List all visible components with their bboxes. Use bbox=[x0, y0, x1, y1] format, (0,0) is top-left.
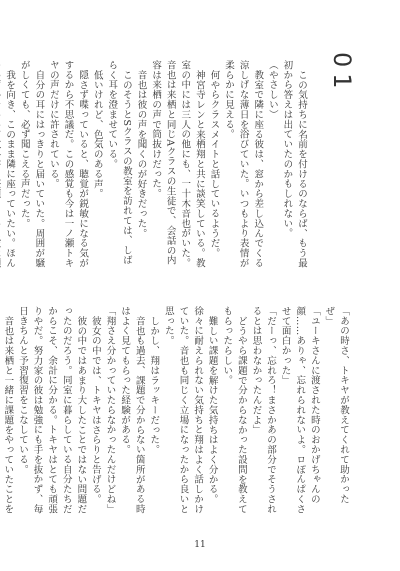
paragraph: 難しい課題を解けた気持ちはよく分かる。徐々に耐えられない気持ちと翔はよく話しかけていた。音也も同じく立場になったから良いと思った。 bbox=[162, 306, 218, 514]
chapter-number: 01 bbox=[328, 52, 356, 95]
lower-text-block bbox=[2, 306, 350, 516]
paragraph: 教室で隣に座る彼は、窓から差し込んでくる涼しげな薄日を浴びていた。いつもより表情が柔らかに見える。 bbox=[223, 60, 264, 268]
paragraph: 神宮寺レンと来栖翔と共に談笑している。教室の中には三人の他にも、一十木音也がいた。音也は来栖と同じAクラスの生徒で、会話の内容は来栖の声で筒抜けだった。 bbox=[150, 60, 205, 268]
paragraph: 低いけれど、色気のある声。 bbox=[91, 69, 103, 199]
paragraph: このそうとSクラスの教室を訪れては、しばらく耳を澄ませている。 bbox=[106, 60, 132, 265]
paragraph: 隠さず喋っていると、聴覚が鋭敏になる気がするから不思議だ。この感覚も今は一ノ瀬トキヤの声だけに許されている。 bbox=[47, 60, 89, 268]
paragraph: 我を向き、このまま隣に座っていたい。ほん bbox=[4, 69, 16, 268]
paragraph: 彼女の中では、トキヤはさらりと告げる。 bbox=[89, 315, 101, 504]
paragraph: どうやら課題で分からなかった設問を教えてもらったらしい。 bbox=[221, 306, 247, 514]
paragraph: 音也も過去、課題で分からない箇所がある時はよく見てもらった経験がある。 bbox=[119, 306, 145, 514]
upper-text-block bbox=[4, 60, 308, 272]
paragraph: 「だーっ、忘れろ！まさかあの部分でそうされるとは思わなかったんだよ」 bbox=[250, 306, 277, 514]
paragraph: 自分の耳にはっきりと届いていた。周囲が騒がしくても、必ず聞こえる声だった。 bbox=[18, 60, 45, 268]
paragraph: しかし、翔はラッキーだった。 bbox=[148, 315, 160, 455]
paragraph: （やさしい） bbox=[266, 60, 278, 120]
page-number: 11 bbox=[194, 540, 206, 550]
paragraph: 「翔さえ分かっていたらなかったんだけどね」 bbox=[104, 306, 116, 514]
paragraph: 音也は彼の声を聞くのが好きだった。 bbox=[135, 69, 147, 238]
paragraph: 音也は来栖と一緒に課題をやっていたことを bbox=[2, 315, 14, 514]
paragraph: 「ユーキさんに渡された時のおかげちゃんの顔……ありゃ、忘れられないよ。ロぽんぱくさせて面白かった」 bbox=[279, 306, 320, 514]
paragraph: 彼の中ではあまり大したことではない問題だったのだろう。同室に暮らしている自分たちだからこそ、余計に分かる。トキヤはとても頑張りやだ。努力家の彼は勉強にも手を抜かず、毎日きちんと予習復習をこなしている。 bbox=[16, 306, 87, 514]
paragraph: 何やらクラスメイトと話しているようだ。 bbox=[208, 69, 220, 258]
paragraph: この気持ちに名前を付けるのならば、もう最初から答えは出ていたのかもしれない。 bbox=[281, 60, 307, 268]
paragraph: 「あの時さ、トキヤが教えてくれて助かったぜ」 bbox=[323, 306, 349, 504]
